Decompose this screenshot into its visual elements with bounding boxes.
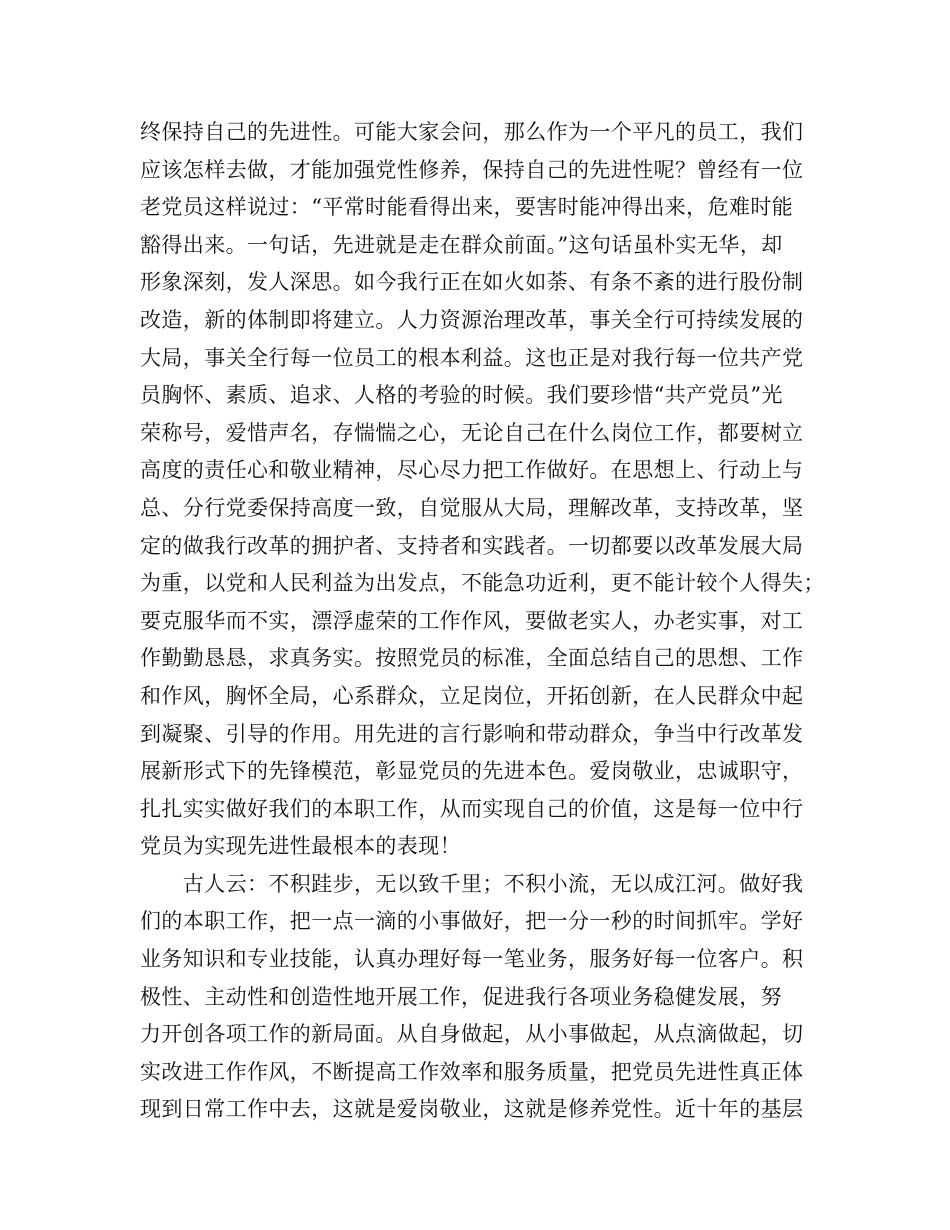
text-line: 展新形式下的先锋模范，彰显党员的先进本色。爱岗敬业，忠诚职守， <box>140 759 804 784</box>
text-line: 到凝聚、引导的作用。用先进的言行影响和带动群众，争当中行改革发 <box>140 721 804 746</box>
text-line: 终保持自己的先进性。可能大家会问，那么作为一个平凡的员工，我们 <box>140 120 804 144</box>
text-line: 业务知识和专业技能，认真办理好每一笔业务，服务好每一位客户。积 <box>140 947 804 972</box>
text-line: 扎扎实实做好我们的本职工作，从而实现自己的价值，这是每一位中行 <box>140 796 804 821</box>
text-line: 为重，以党和人民利益为出发点，不能急功近利，更不能计较个人得失； <box>140 571 825 596</box>
text-line: 和作风，胸怀全局，心系群众，立足岗位，开拓创新，在人民群众中起 <box>140 683 804 708</box>
text-line: 改造，新的体制即将建立。人力资源治理改革，事关全行可持续发展的 <box>140 307 804 332</box>
text-line: 现到日常工作中去，这就是爱岗敬业，这就是修养党性。近十年的基层 <box>140 1097 804 1122</box>
text-line: 老党员这样说过：“平常时能看得出来，要害时能冲得出来，危难时能 <box>140 195 794 220</box>
body-text <box>140 114 825 1129</box>
text-line: 定的做我行改革的拥护者、支持者和实践者。一切都要以改革发展大局 <box>140 533 804 558</box>
text-line: 作勤勤恳恳，求真务实。按照党员的标准，全面总结自己的思想、工作 <box>140 646 804 671</box>
text-line: 形象深刻，发人深思。如今我行正在如火如荼、有条不紊的进行股份制 <box>140 270 804 295</box>
text-line: 实改进工作作风，不断提高工作效率和服务质量，把党员先进性真正体 <box>140 1059 804 1084</box>
text-line: 荣称号，爱惜声名，存惴惴之心，无论自己在什么岗位工作，都要树立 <box>140 420 804 445</box>
text-line: 高度的责任心和敬业精神，尽心尽力把工作做好。在思想上、行动上与 <box>140 458 804 483</box>
text-line: 应该怎样去做，才能加强党性修养，保持自己的先进性呢？曾经有一位 <box>140 157 804 182</box>
text-line: 总、分行党委保持高度一致，自觉服从大局，理解改革，支持改革，坚 <box>140 495 804 520</box>
text-line: 要克服华而不实，漂浮虚荣的工作作风，要做老实人，办老实事，对工 <box>140 608 804 633</box>
text-line: 极性、主动性和创造性地开展工作，促进我行各项业务稳健发展，努 <box>140 984 782 1009</box>
text-line: 力开创各项工作的新局面。从自身做起，从小事做起，从点滴做起，切 <box>140 1022 804 1047</box>
text-line: 豁得出来。一句话，先进就是走在群众前面。”这句话虽朴实无华，却 <box>140 232 783 257</box>
text-line: 大局，事关全行每一位员工的根本利益。这也正是对我行每一位共产党 <box>140 345 804 370</box>
text-line: 员胸怀、素质、追求、人格的考验的时候。我们要珍惜“共产党员”光 <box>140 383 783 408</box>
text-line: 党员为实现先进性最根本的表现！ <box>140 834 461 859</box>
text-line: 古人云：不积跬步，无以致千里；不积小流，无以成江河。做好我 <box>140 871 804 896</box>
text-line: 们的本职工作，把一点一滴的小事做好，把一分一秒的时间抓牢。学好 <box>140 909 804 934</box>
